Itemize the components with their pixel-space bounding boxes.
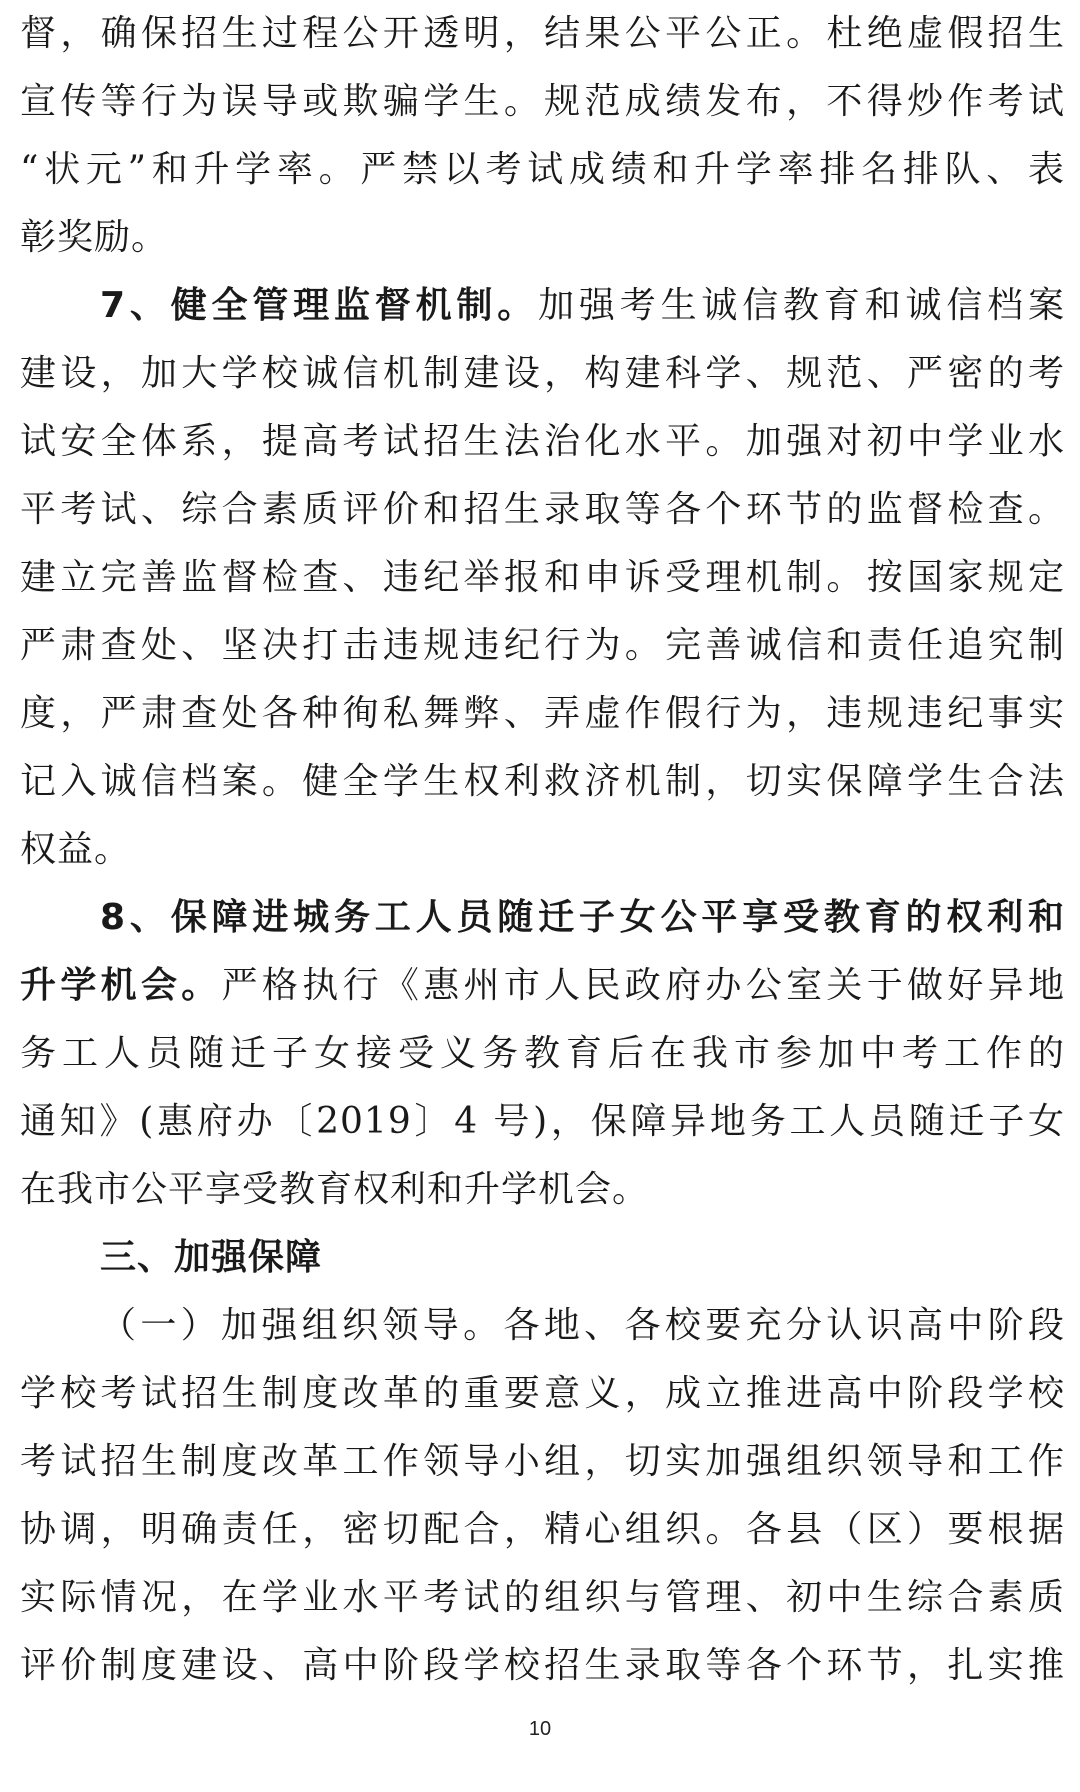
text-line: 通知》(惠府办〔2019〕4 号)，保障异地务工人员随迁子女 [20,1101,1065,1142]
paragraph-heading: 7、健全管理监督机制。 [100,285,539,326]
text-line: 建设，加大学校诚信机制建设，构建科学、规范、严密的考 [20,353,1065,394]
page-number: 10 [528,1718,552,1740]
paragraph-7 [20,272,1065,884]
text-line: 考试招生制度改革工作领导小组，切实加强组织领导和工作 [20,1441,1065,1482]
text-line: 彰奖励。 [20,217,169,258]
text-line: 宣传等行为误导或欺骗学生。规范成绩发布，不得炒作考试 [20,81,1065,122]
text-line: 学校考试招生制度改革的重要意义，成立推进高中阶段学校 [20,1373,1065,1414]
text-line: 平考试、综合素质评价和招生录取等各个环节的监督检查。 [20,489,1065,530]
text-line: 督，确保招生过程公开透明，结果公平公正。杜绝虚假招生 [20,13,1065,54]
paragraph-heading: 8、保障进城务工人员随迁子女公平享受教育的权利和 [100,897,1065,938]
text-line: 严肃查处、坚决打击违规违纪行为。完善诚信和责任追究制 [20,625,1065,666]
text-line: 实际情况，在学业水平考试的组织与管理、初中生综合素质 [20,1577,1065,1618]
section-heading: 三、加强保障 [100,1237,323,1278]
paragraph-organization [20,1292,1065,1700]
document-page [20,0,1065,1700]
paragraph-intro [20,0,1065,272]
paragraph-8 [20,884,1065,1224]
paragraph-text: 加强考生诚信教育和诚信档案 [538,285,1065,326]
text-line: “状元”和升学率。严禁以考试成绩和升学率排名排队、表 [20,149,1065,190]
paragraph-heading-cont: 升学机会。 [20,965,222,1006]
text-line: 度，严肃查处各种徇私舞弊、弄虚作假行为，违规违纪事实 [20,693,1065,734]
text-line: 在我市公平享受教育权利和升学机会。 [20,1169,650,1210]
text-line [20,272,1065,340]
text-line: 协调，明确责任，密切配合，精心组织。各县（区）要根据 [20,1509,1065,1550]
text-line: 评价制度建设、高中阶段学校招生录取等各个环节，扎实推 [20,1645,1065,1686]
text-line: （一）加强组织领导。各地、各校要充分认识高中阶段 [100,1305,1065,1346]
text-line: 权益。 [20,829,132,870]
text-line: 务工人员随迁子女接受义务教育后在我市参加中考工作的 [20,1033,1065,1074]
text-line [20,952,1065,1020]
text-line: 建立完善监督检查、违纪举报和申诉受理机制。按国家规定 [20,557,1065,598]
paragraph-text: 严格执行《惠州市人民政府办公室关于做好异地 [221,965,1065,1006]
text-line: 试安全体系，提高考试招生法治化水平。加强对初中学业水 [20,421,1065,462]
text-line: 记入诚信档案。健全学生权利救济机制，切实保障学生合法 [20,761,1065,802]
